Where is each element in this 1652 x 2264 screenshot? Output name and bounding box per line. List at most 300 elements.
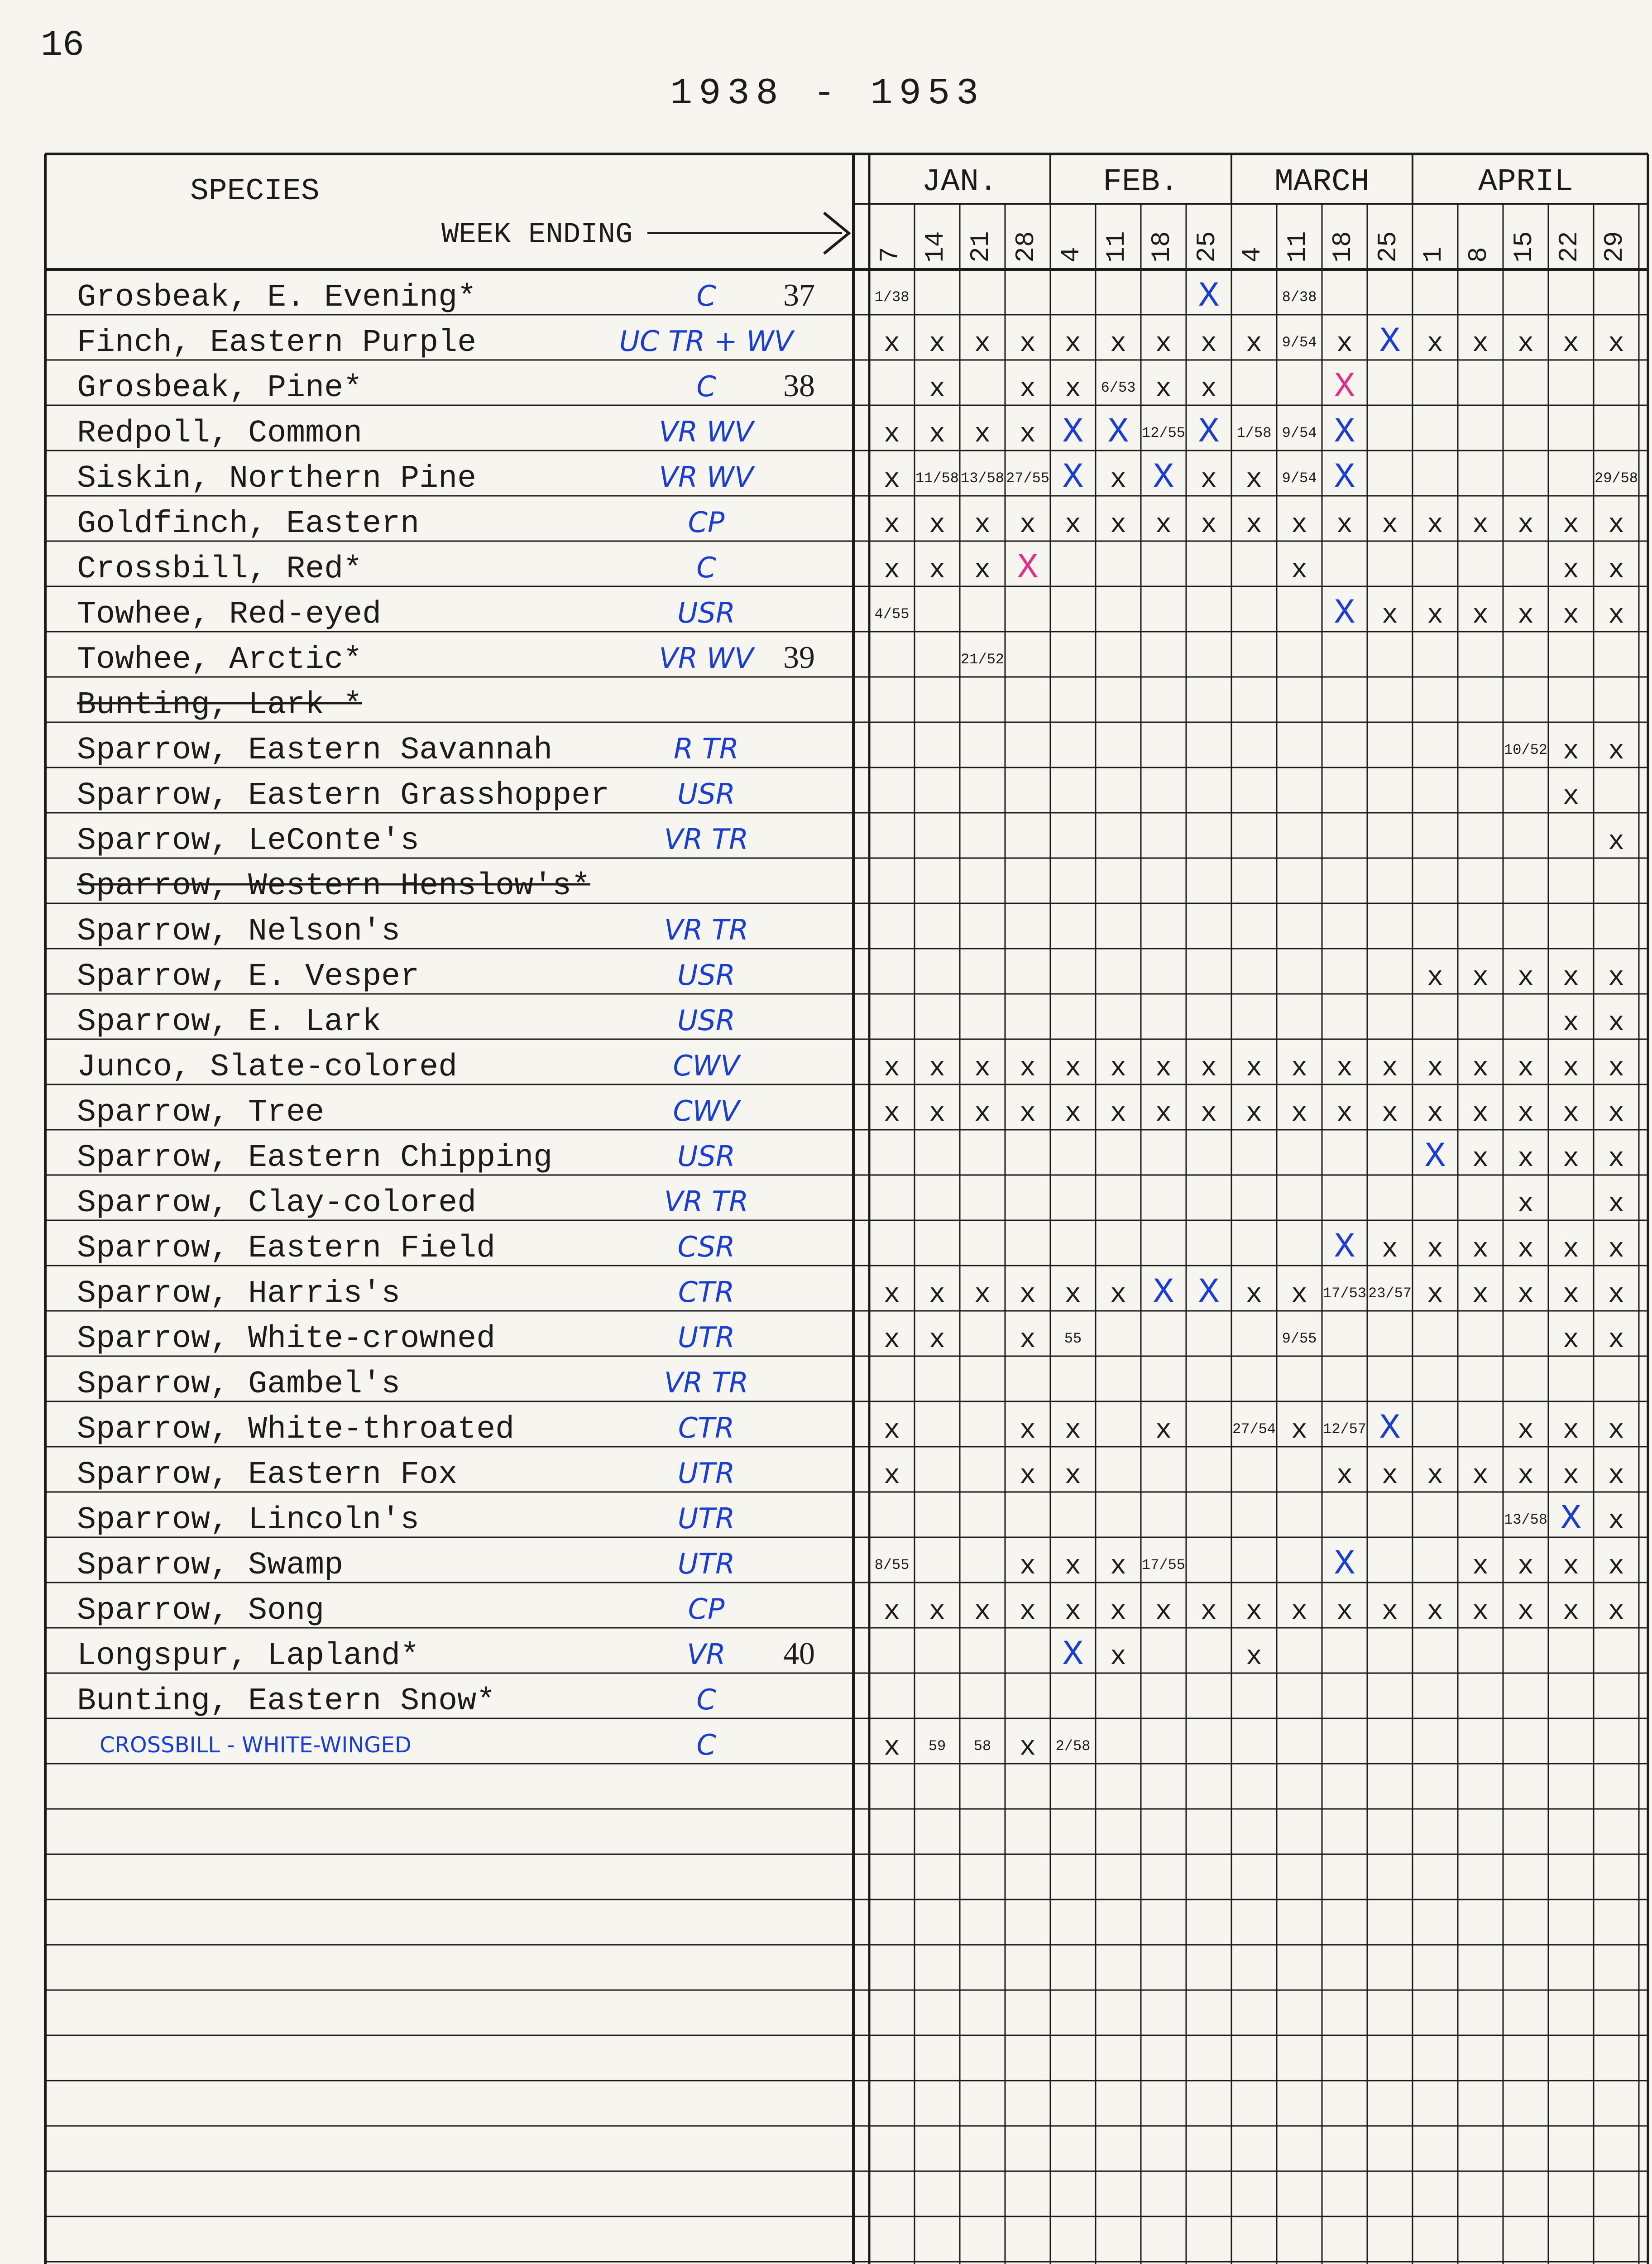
sighting-mark: 9/54 — [1282, 334, 1317, 351]
sighting-mark: x — [883, 1098, 900, 1129]
sighting-mark: x — [1608, 555, 1625, 586]
sighting-mark: x — [1336, 1053, 1353, 1084]
species-name: Sparrow, LeConte's — [77, 823, 420, 859]
sighting-mark: x — [1336, 1597, 1353, 1627]
sighting-mark: x — [1608, 1551, 1625, 1582]
sighting-mark: x — [1427, 963, 1444, 993]
sighting-mark: x — [1562, 1325, 1580, 1356]
sighting-mark: x — [1427, 1597, 1444, 1627]
sighting-mark: x — [1608, 827, 1625, 858]
sighting-mark: x — [1019, 1415, 1036, 1446]
sighting-mark: x — [1155, 1098, 1172, 1129]
week-label: 22 — [1555, 231, 1585, 263]
sighting-mark: x — [1608, 1280, 1625, 1310]
sighting-mark: x — [1381, 1461, 1398, 1492]
sighting-mark: x — [1155, 1415, 1172, 1446]
sighting-mark: x — [1064, 374, 1082, 405]
sighting-mark: x — [1200, 465, 1217, 495]
sighting-mark: X — [1560, 1499, 1582, 1539]
sighting-mark: x — [1110, 1053, 1127, 1084]
sighting-mark: 4/55 — [874, 606, 910, 623]
sighting-mark: 17/55 — [1141, 1557, 1186, 1573]
sighting-mark: x — [1517, 1189, 1534, 1220]
sighting-mark: X — [1334, 458, 1355, 498]
sighting-mark: x — [1291, 510, 1308, 541]
sighting-mark: x — [1517, 329, 1534, 360]
status-code: VR WV — [659, 460, 754, 494]
sighting-mark: x — [1608, 1506, 1625, 1537]
sighting-mark: x — [883, 1597, 900, 1627]
sighting-mark: x — [1472, 1551, 1489, 1582]
sighting-mark: x — [1517, 1597, 1534, 1627]
sighting-mark: x — [1427, 600, 1444, 631]
status-code: UTR — [677, 1321, 735, 1354]
sighting-mark: x — [1291, 1597, 1308, 1627]
sighting-mark: x — [1291, 1415, 1308, 1446]
sighting-mark: x — [1110, 329, 1127, 360]
sighting-mark: x — [929, 1280, 946, 1310]
sighting-mark: x — [1472, 510, 1489, 541]
week-label: 15 — [1510, 231, 1539, 263]
sighting-mark: x — [974, 1597, 991, 1627]
sighting-mark: x — [1064, 1461, 1082, 1492]
sighting-mark: x — [1472, 1234, 1489, 1265]
sighting-mark: X — [1334, 413, 1355, 452]
week-label: 7 — [876, 247, 905, 263]
week-label: 21 — [967, 231, 996, 263]
sighting-mark: x — [1517, 600, 1534, 631]
sighting-mark: x — [974, 329, 991, 360]
status-code: UTR — [677, 1502, 735, 1535]
sighting-mark: x — [1562, 1597, 1580, 1627]
sighting-mark: x — [1472, 963, 1489, 993]
species-name: Siskin, Northern Pine — [77, 461, 477, 497]
sighting-mark: x — [1608, 600, 1625, 631]
week-label: 18 — [1329, 231, 1358, 263]
sighting-mark: x — [1155, 1053, 1172, 1084]
week-label: 8 — [1465, 247, 1494, 263]
sighting-mark: x — [929, 555, 946, 586]
status-code: VR — [687, 1638, 726, 1671]
sighting-mark: x — [1200, 329, 1217, 360]
status-code: UTR — [677, 1457, 735, 1490]
sighting-mark: x — [1110, 510, 1127, 541]
sighting-mark: x — [1291, 1098, 1308, 1129]
sighting-mark: 21/52 — [960, 651, 1005, 668]
sighting-mark: 9/55 — [1282, 1330, 1317, 1347]
sighting-mark: x — [1110, 1551, 1127, 1582]
status-code: UTR — [677, 1547, 735, 1580]
week-label: 11 — [1102, 231, 1132, 263]
sighting-mark: x — [1608, 1144, 1625, 1175]
sighting-mark: x — [929, 1325, 946, 1356]
sighting-mark: X — [1153, 1273, 1174, 1313]
sighting-mark: x — [1064, 1280, 1082, 1310]
sighting-mark: x — [1562, 1053, 1580, 1084]
species-name: Sparrow, Eastern Chipping — [77, 1140, 553, 1176]
footnote-ref: 40 — [783, 1636, 815, 1671]
sighting-mark: x — [1562, 1461, 1580, 1492]
species-name: Bunting, Lark * — [77, 687, 363, 723]
sighting-mark: x — [1019, 1551, 1036, 1582]
sighting-mark: x — [1155, 1597, 1172, 1627]
sighting-mark: x — [974, 510, 991, 541]
week-label: 14 — [921, 231, 951, 263]
sighting-mark: x — [1562, 1098, 1580, 1129]
sighting-mark: x — [1472, 1144, 1489, 1175]
sighting-mark: x — [1019, 1280, 1036, 1310]
status-code: USR — [677, 1140, 735, 1173]
status-code: C — [696, 279, 716, 312]
sighting-mark: x — [1427, 1234, 1444, 1265]
sighting-mark: x — [1427, 1280, 1444, 1310]
species-name: Sparrow, Eastern Savannah — [77, 733, 553, 768]
sighting-mark: x — [1608, 1415, 1625, 1446]
sighting-mark: X — [1424, 1137, 1446, 1177]
sighting-mark: x — [1200, 1098, 1217, 1129]
sighting-mark: x — [1608, 1189, 1625, 1220]
sighting-mark: x — [1019, 329, 1036, 360]
sighting-mark: x — [1019, 510, 1036, 541]
sighting-mark: x — [1472, 1597, 1489, 1627]
week-label: 4 — [1238, 247, 1268, 263]
species-name: Crossbill, Red* — [77, 552, 363, 587]
sighting-mark: x — [1381, 1053, 1398, 1084]
sighting-mark: x — [929, 1098, 946, 1129]
status-code: R TR — [674, 732, 739, 765]
sighting-mark: x — [1381, 600, 1398, 631]
sighting-mark: x — [1517, 1053, 1534, 1084]
sighting-mark: x — [1245, 465, 1263, 495]
species-name: Sparrow, Song — [77, 1593, 325, 1629]
sighting-mark: x — [1608, 1053, 1625, 1084]
sighting-mark: x — [883, 1325, 900, 1356]
sighting-mark: x — [1064, 1053, 1082, 1084]
week-label: 18 — [1148, 231, 1177, 263]
sighting-mark: x — [929, 419, 946, 450]
sighting-mark: x — [1381, 1098, 1398, 1129]
status-code: CWV — [673, 1094, 740, 1127]
week-label: 25 — [1374, 231, 1403, 263]
sighting-mark: 10/52 — [1504, 742, 1548, 758]
sighting-mark: 23/57 — [1368, 1285, 1412, 1302]
species-name: Finch, Eastern Purple — [77, 325, 477, 361]
sighting-mark: x — [1517, 1280, 1534, 1310]
status-code: VR TR — [664, 823, 749, 856]
month-label: MARCH — [1274, 164, 1370, 200]
status-code: CTR — [678, 1411, 735, 1444]
species-name: Sparrow, Tree — [77, 1095, 325, 1131]
sighting-mark: x — [883, 1280, 900, 1310]
sighting-mark: x — [1517, 510, 1534, 541]
sighting-mark: 12/57 — [1322, 1421, 1367, 1438]
week-label: 11 — [1283, 231, 1313, 263]
sighting-mark: x — [1381, 1234, 1398, 1265]
week-label: 25 — [1193, 231, 1222, 263]
sighting-mark: x — [1472, 600, 1489, 631]
sighting-mark: 13/58 — [960, 470, 1005, 487]
sighting-mark: X — [1379, 322, 1401, 362]
sighting-mark: X — [1017, 548, 1039, 588]
sighting-mark: x — [1562, 1008, 1580, 1039]
sighting-mark: x — [1155, 374, 1172, 405]
sighting-mark: x — [1110, 465, 1127, 495]
status-code: CTR — [678, 1276, 735, 1309]
month-label: APRIL — [1478, 164, 1574, 200]
status-code: USR — [677, 1004, 735, 1037]
status-code: C — [696, 1728, 716, 1761]
species-name: Towhee, Arctic* — [77, 642, 363, 678]
sighting-mark: x — [1427, 1098, 1444, 1129]
sighting-mark: 27/55 — [1006, 470, 1050, 487]
sighting-mark: x — [1608, 963, 1625, 993]
species-name: Sparrow, E. Lark — [77, 1004, 382, 1040]
species-name: Sparrow, E. Vesper — [77, 959, 420, 995]
sighting-mark: x — [1472, 1461, 1489, 1492]
week-ending-header: WEEK ENDING — [441, 219, 633, 251]
footnote-ref: 37 — [783, 278, 815, 313]
sighting-mark: x — [1291, 555, 1308, 586]
sighting-mark: x — [1562, 782, 1580, 812]
sighting-mark: X — [1334, 367, 1355, 407]
species-name: Towhee, Red-eyed — [77, 597, 382, 633]
sighting-mark: 13/58 — [1504, 1511, 1548, 1528]
status-code: CP — [688, 1592, 725, 1626]
week-label: 29 — [1600, 231, 1630, 263]
species-name: Sparrow, Eastern Fox — [77, 1457, 458, 1493]
sighting-mark: x — [1517, 1144, 1534, 1175]
sighting-mark: x — [1517, 1551, 1534, 1582]
sighting-mark: x — [1381, 510, 1398, 541]
sighting-mark: X — [1062, 1635, 1084, 1675]
sighting-mark: x — [1019, 1053, 1036, 1084]
species-name: Bunting, Eastern Snow* — [77, 1684, 496, 1719]
sighting-mark: x — [1562, 1551, 1580, 1582]
sighting-mark: x — [883, 1461, 900, 1492]
sighting-mark: x — [1064, 1415, 1082, 1446]
status-code: USR — [677, 777, 735, 811]
sighting-mark: x — [929, 329, 946, 360]
status-code: CWV — [673, 1049, 740, 1082]
sighting-mark: x — [1336, 1098, 1353, 1129]
sighting-mark: x — [883, 1053, 900, 1084]
sighting-mark: x — [1381, 1597, 1398, 1627]
sighting-mark: 8/55 — [874, 1557, 910, 1573]
sighting-mark: x — [1517, 1415, 1534, 1446]
sighting-mark: 9/54 — [1282, 470, 1317, 487]
sighting-mark: x — [1110, 1098, 1127, 1129]
sighting-mark: X — [1198, 277, 1220, 317]
sighting-mark: x — [1245, 1098, 1263, 1129]
sighting-mark: X — [1334, 1545, 1355, 1584]
sighting-mark: X — [1153, 458, 1174, 498]
page-title: 1938 - 1953 — [670, 72, 985, 115]
species-name: CROSSBILL - WHITE-WINGED — [100, 1732, 412, 1758]
status-code: C — [696, 370, 716, 403]
sighting-mark: x — [1064, 1098, 1082, 1129]
species-name: Sparrow, Eastern Field — [77, 1231, 496, 1266]
sighting-mark: x — [1019, 1325, 1036, 1356]
species-name: Redpoll, Common — [77, 416, 363, 451]
status-code: VR WV — [659, 642, 754, 675]
sighting-mark: x — [1608, 1325, 1625, 1356]
sighting-mark: X — [1334, 1228, 1355, 1267]
sighting-mark: x — [1562, 329, 1580, 360]
sighting-mark: x — [929, 510, 946, 541]
sighting-mark: 59 — [928, 1738, 946, 1755]
sighting-mark: x — [1336, 510, 1353, 541]
sighting-mark: X — [1198, 1273, 1220, 1313]
sighting-mark: x — [1110, 1642, 1127, 1673]
sighting-mark: x — [1064, 329, 1082, 360]
species-name: Junco, Slate-colored — [77, 1050, 458, 1085]
sighting-mark: x — [974, 555, 991, 586]
sighting-mark: x — [1019, 1461, 1036, 1492]
species-name: Sparrow, Clay-colored — [77, 1185, 477, 1221]
month-label: JAN. — [921, 164, 998, 200]
sighting-mark: x — [1019, 1098, 1036, 1129]
sighting-mark: x — [1200, 374, 1217, 405]
sighting-mark: x — [1472, 1280, 1489, 1310]
sighting-mark: x — [1562, 1144, 1580, 1175]
species-name: Grosbeak, E. Evening* — [77, 280, 477, 316]
sighting-mark: x — [1019, 374, 1036, 405]
status-code: VR TR — [664, 1185, 749, 1218]
sighting-mark: x — [883, 419, 900, 450]
species-name: Sparrow, Lincoln's — [77, 1502, 420, 1538]
species-name: Sparrow, Gambel's — [77, 1367, 401, 1402]
sighting-mark: x — [1608, 1461, 1625, 1492]
status-code: CP — [688, 506, 725, 539]
sighting-mark: x — [1517, 1234, 1534, 1265]
sighting-mark: x — [1608, 510, 1625, 541]
sighting-mark: x — [1562, 510, 1580, 541]
species-name: Sparrow, White-crowned — [77, 1321, 496, 1357]
footnote-ref: 39 — [783, 640, 815, 675]
sighting-mark: 29/58 — [1594, 470, 1638, 487]
species-name: Sparrow, Harris's — [77, 1276, 401, 1312]
sighting-mark: x — [883, 555, 900, 586]
sighting-mark: x — [1562, 963, 1580, 993]
species-name: Sparrow, Swamp — [77, 1548, 344, 1583]
sighting-mark: x — [1019, 1597, 1036, 1627]
sighting-mark: x — [1608, 1234, 1625, 1265]
sighting-mark: x — [1291, 1053, 1308, 1084]
sighting-mark: x — [1608, 329, 1625, 360]
status-code: USR — [677, 596, 735, 629]
sighting-mark: x — [1245, 329, 1263, 360]
sighting-mark: x — [1472, 329, 1489, 360]
sighting-mark: x — [883, 465, 900, 495]
sighting-mark: x — [1110, 1280, 1127, 1310]
species-name: Goldfinch, Eastern — [77, 506, 420, 542]
sighting-mark: x — [883, 1415, 900, 1446]
sighting-mark: X — [1334, 594, 1355, 633]
sighting-mark: x — [1608, 736, 1625, 767]
sighting-mark: x — [1200, 510, 1217, 541]
sighting-mark: x — [1562, 1234, 1580, 1265]
sighting-mark: x — [1245, 1053, 1263, 1084]
species-name: Sparrow, Western Henslow's* — [77, 868, 591, 904]
sighting-mark: x — [1517, 1098, 1534, 1129]
sighting-mark: x — [1200, 1053, 1217, 1084]
sighting-mark: x — [1608, 1597, 1625, 1627]
sighting-mark: 55 — [1064, 1330, 1082, 1347]
sighting-mark: x — [1472, 1098, 1489, 1129]
sighting-mark: x — [1155, 510, 1172, 541]
status-code: C — [696, 1683, 716, 1716]
sighting-mark: 12/55 — [1141, 425, 1186, 441]
sighting-mark: x — [1064, 1551, 1082, 1582]
sighting-mark: X — [1379, 1409, 1401, 1449]
status-code: C — [696, 551, 716, 584]
sighting-mark: x — [1019, 1732, 1036, 1763]
status-code: UC TR + WV — [619, 325, 794, 358]
sighting-mark: x — [1245, 1280, 1263, 1310]
sighting-mark: x — [929, 1597, 946, 1627]
sighting-mark: x — [1155, 329, 1172, 360]
sighting-mark: x — [1245, 510, 1263, 541]
sighting-mark: X — [1062, 413, 1084, 452]
sighting-mark: x — [929, 374, 946, 405]
species-name: Sparrow, White-throated — [77, 1412, 515, 1448]
sighting-mark: x — [1517, 1461, 1534, 1492]
sighting-mark: x — [974, 1280, 991, 1310]
status-code: VR TR — [664, 913, 749, 946]
sighting-mark: x — [1064, 1597, 1082, 1627]
sighting-mark: 8/38 — [1282, 289, 1317, 306]
sighting-mark: x — [1427, 329, 1444, 360]
week-label: 4 — [1057, 247, 1087, 263]
sighting-mark: x — [1019, 419, 1036, 450]
sighting-mark: 11/58 — [915, 470, 959, 487]
sighting-mark: X — [1198, 413, 1220, 452]
sighting-mark: x — [1517, 963, 1534, 993]
sighting-mark: 17/53 — [1322, 1285, 1367, 1302]
sighting-mark: x — [1562, 555, 1580, 586]
sighting-mark: x — [1562, 1415, 1580, 1446]
species-name: Sparrow, Nelson's — [77, 914, 401, 950]
sighting-mark: x — [929, 1053, 946, 1084]
sighting-mark: x — [1427, 1053, 1444, 1084]
status-code: USR — [677, 959, 735, 992]
status-code: CSR — [677, 1230, 735, 1263]
week-label: 28 — [1012, 231, 1041, 263]
sighting-mark: x — [1245, 1597, 1263, 1627]
footnote-ref: 38 — [783, 369, 815, 403]
sighting-mark: 58 — [973, 1738, 991, 1755]
species-name: Sparrow, Eastern Grasshopper — [77, 778, 610, 814]
sighting-mark: x — [1608, 1098, 1625, 1129]
sighting-mark: X — [1107, 413, 1129, 452]
sighting-mark: x — [1427, 510, 1444, 541]
sighting-mark: X — [1062, 458, 1084, 498]
sighting-mark: x — [883, 510, 900, 541]
status-code: VR TR — [664, 1366, 749, 1399]
species-name: Longspur, Lapland* — [77, 1638, 420, 1674]
sighting-mark: 27/54 — [1232, 1421, 1276, 1438]
sighting-mark: x — [1562, 736, 1580, 767]
sighting-mark: x — [974, 1098, 991, 1129]
sighting-mark: x — [1245, 1642, 1263, 1673]
sighting-mark: x — [1608, 1008, 1625, 1039]
sighting-mark: 6/53 — [1101, 379, 1136, 396]
sighting-mark: 9/54 — [1282, 425, 1317, 441]
sighting-mark: x — [1064, 510, 1082, 541]
sighting-mark: x — [1472, 1053, 1489, 1084]
week-label: 1 — [1419, 247, 1449, 263]
sighting-mark: x — [1110, 1597, 1127, 1627]
